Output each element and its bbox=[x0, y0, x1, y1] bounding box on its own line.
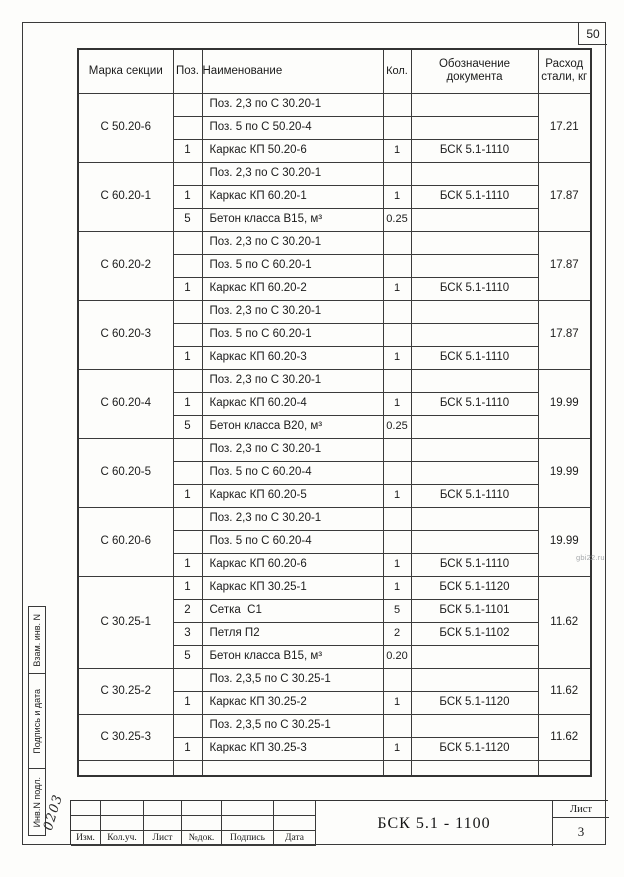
table-row bbox=[78, 162, 591, 185]
revision-label-cell: Изм. bbox=[71, 831, 101, 846]
page-number: 50 bbox=[586, 26, 600, 41]
name-cell: Каркас КП 30.25-3 bbox=[202, 737, 383, 760]
qty-cell: 1 bbox=[383, 553, 411, 576]
pos-cell bbox=[173, 300, 202, 323]
doc-cell bbox=[411, 507, 538, 530]
pos-cell: 1 bbox=[173, 277, 202, 300]
empty-cell bbox=[383, 760, 411, 776]
qty-cell bbox=[383, 231, 411, 254]
revision-label-cell: №док. bbox=[182, 831, 222, 846]
revision-empty-cell bbox=[144, 801, 182, 816]
table-row bbox=[78, 231, 591, 254]
pos-cell bbox=[173, 668, 202, 691]
name-cell: Бетон класса В20, м³ bbox=[202, 415, 383, 438]
doc-cell bbox=[411, 645, 538, 668]
name-cell: Поз. 2,3 по С 30.20-1 bbox=[202, 93, 383, 116]
stamp-box bbox=[28, 673, 46, 769]
revision-empty-cell bbox=[71, 816, 101, 831]
page-number-box bbox=[578, 23, 607, 45]
steel-cell: 17.87 bbox=[538, 162, 591, 231]
revision-label-cell: Дата bbox=[274, 831, 316, 846]
name-cell: Петля П2 bbox=[202, 622, 383, 645]
qty-cell bbox=[383, 162, 411, 185]
name-cell: Каркас КП 60.20-6 bbox=[202, 553, 383, 576]
qty-cell: 0.20 bbox=[383, 645, 411, 668]
pos-cell bbox=[173, 116, 202, 139]
mark-cell: С 50.20-6 bbox=[78, 93, 173, 162]
name-cell: Поз. 5 по С 60.20-4 bbox=[202, 461, 383, 484]
name-cell: Сетка С1 bbox=[202, 599, 383, 622]
specification-table bbox=[77, 48, 592, 777]
revision-label-cell: Подпись bbox=[222, 831, 274, 846]
revision-label-cell: Кол.уч. bbox=[101, 831, 144, 846]
pos-cell bbox=[173, 507, 202, 530]
pos-cell bbox=[173, 231, 202, 254]
steel-cell: 17.87 bbox=[538, 300, 591, 369]
table-row bbox=[78, 668, 591, 691]
stamp-label: Инв.N подл. bbox=[32, 776, 42, 828]
header-steel: Расход стали, кг bbox=[538, 49, 591, 93]
mark-cell: С 30.25-2 bbox=[78, 668, 173, 714]
steel-cell: 11.62 bbox=[538, 714, 591, 760]
stamp-label: Взам. инв. N bbox=[32, 613, 42, 667]
qty-cell bbox=[383, 530, 411, 553]
doc-cell bbox=[411, 254, 538, 277]
pos-cell: 1 bbox=[173, 576, 202, 599]
sheet-label: Лист bbox=[553, 801, 609, 818]
revision-empty-cell bbox=[222, 816, 274, 831]
pos-cell: 5 bbox=[173, 415, 202, 438]
qty-cell bbox=[383, 93, 411, 116]
mark-cell: С 60.20-5 bbox=[78, 438, 173, 507]
revision-empty-cell bbox=[274, 816, 316, 831]
pos-cell: 1 bbox=[173, 185, 202, 208]
name-cell: Каркас КП 60.20-1 bbox=[202, 185, 383, 208]
doc-cell bbox=[411, 530, 538, 553]
doc-cell bbox=[411, 93, 538, 116]
revision-empty-cell bbox=[144, 816, 182, 831]
pos-cell: 5 bbox=[173, 208, 202, 231]
name-cell: Каркас КП 50.20-6 bbox=[202, 139, 383, 162]
name-cell: Поз. 2,3 по С 30.20-1 bbox=[202, 369, 383, 392]
pos-cell: 1 bbox=[173, 346, 202, 369]
pos-cell: 1 bbox=[173, 553, 202, 576]
pos-cell: 1 bbox=[173, 139, 202, 162]
empty-row bbox=[78, 760, 591, 776]
qty-cell bbox=[383, 254, 411, 277]
doc-cell: БСК 5.1-1101 bbox=[411, 599, 538, 622]
qty-cell: 1 bbox=[383, 691, 411, 714]
empty-cell bbox=[78, 760, 173, 776]
doc-cell bbox=[411, 300, 538, 323]
revision-empty-cell bbox=[182, 816, 222, 831]
header-pos: Поз. bbox=[173, 49, 202, 93]
name-cell: Каркас КП 30.25-1 bbox=[202, 576, 383, 599]
title-block bbox=[70, 800, 608, 845]
steel-cell: 11.62 bbox=[538, 576, 591, 668]
table-row bbox=[78, 369, 591, 392]
doc-cell bbox=[411, 208, 538, 231]
header-name: Наименование bbox=[202, 49, 383, 93]
steel-cell: 19.99 bbox=[538, 369, 591, 438]
name-cell: Поз. 5 по С 60.20-4 bbox=[202, 530, 383, 553]
doc-cell: БСК 5.1-1110 bbox=[411, 185, 538, 208]
name-cell: Каркас КП 60.20-3 bbox=[202, 346, 383, 369]
empty-cell bbox=[173, 760, 202, 776]
doc-cell bbox=[411, 323, 538, 346]
qty-cell bbox=[383, 116, 411, 139]
header-qty: Кол. bbox=[383, 49, 411, 93]
doc-cell bbox=[411, 369, 538, 392]
doc-cell bbox=[411, 668, 538, 691]
document-number: БСК 5.1 - 1100 bbox=[377, 814, 491, 832]
stamp-box bbox=[28, 606, 46, 674]
pos-cell bbox=[173, 369, 202, 392]
table-row bbox=[78, 93, 591, 116]
name-cell: Поз. 2,3 по С 30.20-1 bbox=[202, 507, 383, 530]
doc-cell: БСК 5.1-1110 bbox=[411, 484, 538, 507]
document-number-cell bbox=[316, 801, 553, 846]
qty-cell: 1 bbox=[383, 139, 411, 162]
pos-cell bbox=[173, 323, 202, 346]
qty-cell bbox=[383, 507, 411, 530]
pos-cell: 5 bbox=[173, 645, 202, 668]
pos-cell bbox=[173, 461, 202, 484]
mark-cell: С 60.20-6 bbox=[78, 507, 173, 576]
mark-cell: С 60.20-2 bbox=[78, 231, 173, 300]
pos-cell bbox=[173, 254, 202, 277]
revision-label-cell: Лист bbox=[144, 831, 182, 846]
revision-grid bbox=[71, 801, 316, 846]
doc-cell: БСК 5.1-1110 bbox=[411, 277, 538, 300]
pos-cell: 1 bbox=[173, 691, 202, 714]
revision-empty-cell bbox=[274, 801, 316, 816]
name-cell: Поз. 2,3 по С 30.20-1 bbox=[202, 300, 383, 323]
table-row bbox=[78, 507, 591, 530]
name-cell: Каркас КП 60.20-2 bbox=[202, 277, 383, 300]
qty-cell: 0.25 bbox=[383, 415, 411, 438]
qty-cell: 1 bbox=[383, 484, 411, 507]
spec-table-body bbox=[78, 93, 591, 776]
sheet-number: 3 bbox=[577, 824, 585, 839]
empty-cell bbox=[538, 760, 591, 776]
sheet-box bbox=[553, 801, 609, 846]
qty-cell: 2 bbox=[383, 622, 411, 645]
pos-cell bbox=[173, 714, 202, 737]
qty-cell bbox=[383, 300, 411, 323]
stamp-label: Подпись и дата bbox=[32, 688, 42, 754]
name-cell: Поз. 5 по С 60.20-1 bbox=[202, 323, 383, 346]
revision-empty-cell bbox=[182, 801, 222, 816]
qty-cell bbox=[383, 438, 411, 461]
name-cell: Поз. 2,3,5 по С 30.25-1 bbox=[202, 668, 383, 691]
qty-cell bbox=[383, 323, 411, 346]
table-row bbox=[78, 438, 591, 461]
steel-cell: 11.62 bbox=[538, 668, 591, 714]
mark-cell: С 60.20-4 bbox=[78, 369, 173, 438]
doc-cell: БСК 5.1-1102 bbox=[411, 622, 538, 645]
doc-cell bbox=[411, 714, 538, 737]
qty-cell: 1 bbox=[383, 576, 411, 599]
pos-cell: 1 bbox=[173, 484, 202, 507]
qty-cell bbox=[383, 668, 411, 691]
pos-cell bbox=[173, 162, 202, 185]
qty-cell: 0.25 bbox=[383, 208, 411, 231]
name-cell: Поз. 5 по С 50.20-4 bbox=[202, 116, 383, 139]
name-cell: Бетон класса В15, м³ bbox=[202, 208, 383, 231]
inventory-number-handwritten bbox=[42, 786, 66, 838]
doc-cell bbox=[411, 415, 538, 438]
doc-cell: БСК 5.1-1120 bbox=[411, 737, 538, 760]
pos-cell: 1 bbox=[173, 392, 202, 415]
name-cell: Каркас КП 30.25-2 bbox=[202, 691, 383, 714]
revision-empty-cell bbox=[101, 816, 144, 831]
qty-cell: 1 bbox=[383, 185, 411, 208]
steel-cell: 17.87 bbox=[538, 231, 591, 300]
revision-empty-cell bbox=[222, 801, 274, 816]
header-row bbox=[78, 49, 591, 93]
name-cell: Поз. 5 по С 60.20-1 bbox=[202, 254, 383, 277]
revision-empty-cell bbox=[71, 801, 101, 816]
name-cell: Поз. 2,3 по С 30.20-1 bbox=[202, 438, 383, 461]
doc-cell: БСК 5.1-1120 bbox=[411, 576, 538, 599]
table-row bbox=[78, 714, 591, 737]
mark-cell: С 30.25-1 bbox=[78, 576, 173, 668]
mark-cell: С 60.20-3 bbox=[78, 300, 173, 369]
qty-cell bbox=[383, 714, 411, 737]
name-cell: Каркас КП 60.20-5 bbox=[202, 484, 383, 507]
qty-cell: 1 bbox=[383, 346, 411, 369]
inventory-number-value: 0203 bbox=[41, 792, 67, 832]
doc-cell: БСК 5.1-1110 bbox=[411, 139, 538, 162]
name-cell: Поз. 2,3 по С 30.20-1 bbox=[202, 231, 383, 254]
mark-cell: С 30.25-3 bbox=[78, 714, 173, 760]
name-cell: Поз. 2,3 по С 30.20-1 bbox=[202, 162, 383, 185]
doc-cell: БСК 5.1-1110 bbox=[411, 553, 538, 576]
doc-cell bbox=[411, 162, 538, 185]
doc-cell bbox=[411, 231, 538, 254]
doc-cell bbox=[411, 438, 538, 461]
pos-cell bbox=[173, 438, 202, 461]
header-doc: Обозначение документа bbox=[411, 49, 538, 93]
doc-cell bbox=[411, 116, 538, 139]
pos-cell: 1 bbox=[173, 737, 202, 760]
pos-cell bbox=[173, 530, 202, 553]
watermark-text: gbi22.ru bbox=[576, 553, 605, 562]
mark-cell: С 60.20-1 bbox=[78, 162, 173, 231]
empty-cell bbox=[411, 760, 538, 776]
qty-cell: 1 bbox=[383, 392, 411, 415]
steel-cell: 19.99 bbox=[538, 507, 591, 576]
doc-cell: БСК 5.1-1120 bbox=[411, 691, 538, 714]
header-mark: Марка секции bbox=[78, 49, 173, 93]
pos-cell bbox=[173, 93, 202, 116]
name-cell: Бетон класса В15, м³ bbox=[202, 645, 383, 668]
table-header bbox=[78, 49, 591, 93]
name-cell: Каркас КП 60.20-4 bbox=[202, 392, 383, 415]
doc-cell bbox=[411, 461, 538, 484]
steel-cell: 19.99 bbox=[538, 438, 591, 507]
steel-cell: 17.21 bbox=[538, 93, 591, 162]
pos-cell: 3 bbox=[173, 622, 202, 645]
qty-cell: 5 bbox=[383, 599, 411, 622]
table-row bbox=[78, 300, 591, 323]
qty-cell bbox=[383, 369, 411, 392]
name-cell: Поз. 2,3,5 по С 30.25-1 bbox=[202, 714, 383, 737]
empty-cell bbox=[202, 760, 383, 776]
pos-cell: 2 bbox=[173, 599, 202, 622]
revision-empty-cell bbox=[101, 801, 144, 816]
doc-cell: БСК 5.1-1110 bbox=[411, 392, 538, 415]
doc-cell: БСК 5.1-1110 bbox=[411, 346, 538, 369]
qty-cell: 1 bbox=[383, 737, 411, 760]
qty-cell bbox=[383, 461, 411, 484]
table-row bbox=[78, 576, 591, 599]
qty-cell: 1 bbox=[383, 277, 411, 300]
